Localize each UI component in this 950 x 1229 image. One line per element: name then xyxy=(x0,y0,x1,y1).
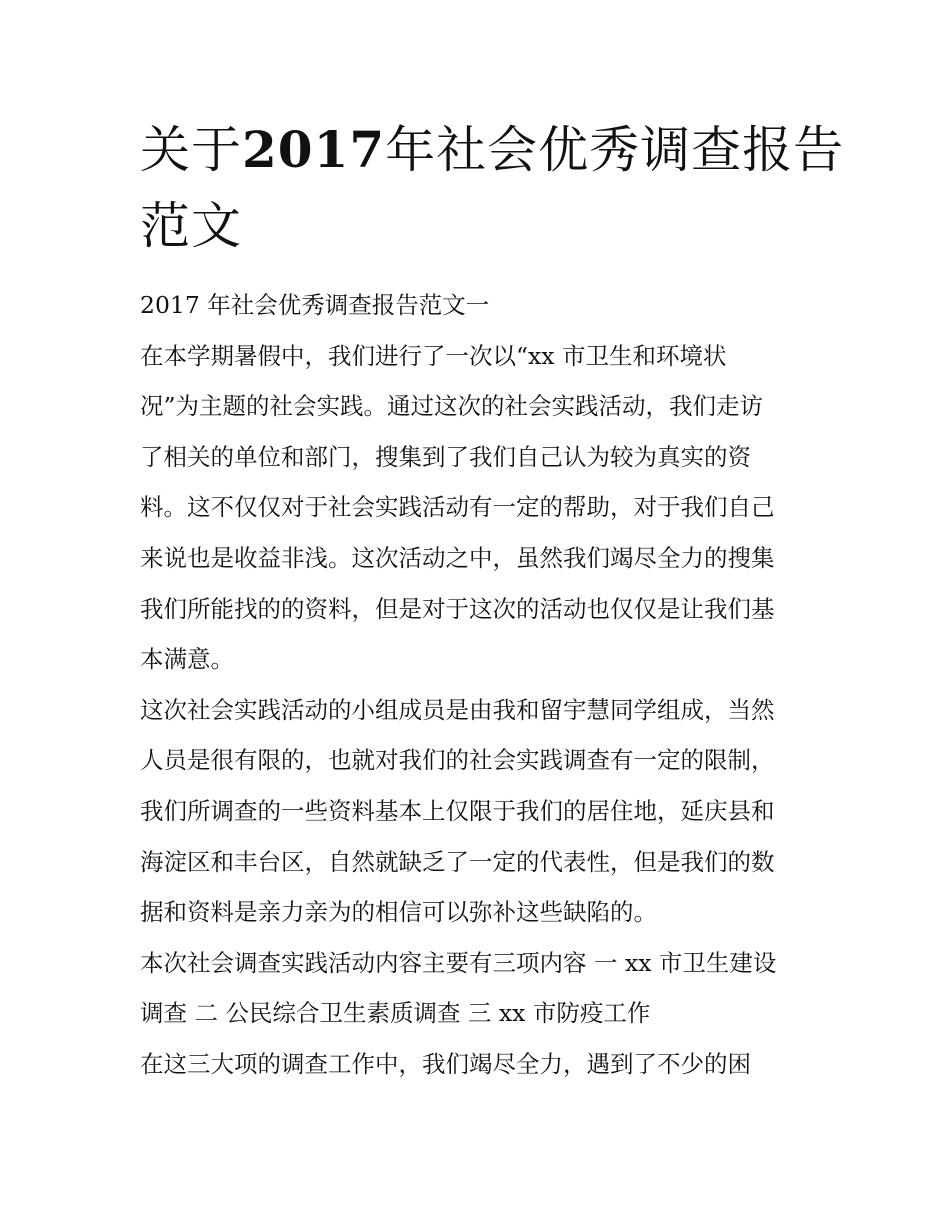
paragraph-line: 来说也是收益非浅。这次活动之中，虽然我们竭尽全力的搜集 xyxy=(140,543,775,572)
paragraph-line: 况”为主题的社会实践。通过这次的社会实践活动，我们走访 xyxy=(140,392,764,421)
paragraph-line: 我们所调查的一些资料基本上仅限于我们的居住地，延庆县和 xyxy=(140,796,775,825)
paragraph-line: 调查 二 公民综合卫生素质调查 三 xx 市防疫工作 xyxy=(140,999,651,1028)
title-year: 2017 xyxy=(242,120,386,179)
paragraph-line: 本次社会调查实践活动内容主要有三项内容 一 xx 市卫生建设 xyxy=(140,948,777,977)
title-text-part2: 年社会优秀调查报告 xyxy=(385,121,845,179)
title-line-2: 范文 xyxy=(140,197,242,255)
title-line-1 xyxy=(140,112,845,188)
paragraph-line: 在这三大项的调查工作中，我们竭尽全力，遇到了不少的困 xyxy=(140,1049,751,1078)
paragraph-line: 我们所能找的的资料，但是对于这次的活动也仅仅是让我们基 xyxy=(140,594,775,623)
document-body xyxy=(140,280,825,1090)
paragraph-line: 据和资料是亲力亲为的相信可以弥补这些缺陷的。 xyxy=(140,898,657,927)
paragraph-1 xyxy=(140,331,825,685)
paragraph-line: 这次社会实践活动的小组成员是由我和留宇慧同学组成，当然 xyxy=(140,695,775,724)
paragraph-line: 海淀区和丰台区，自然就缺乏了一定的代表性，但是我们的数 xyxy=(140,847,775,876)
paragraph-2 xyxy=(140,685,825,938)
document-title xyxy=(140,112,845,264)
paragraph-3 xyxy=(140,938,825,1039)
paragraph-line: 在本学期暑假中，我们进行了一次以“xx 市卫生和环境状 xyxy=(140,341,727,370)
subtitle xyxy=(140,280,825,331)
title-text-part1: 关于 xyxy=(140,121,242,179)
paragraph-4 xyxy=(140,1039,825,1090)
paragraph-line: 了相关的单位和部门，搜集到了我们自己认为较为真实的资 xyxy=(140,442,751,471)
subtitle-line: 2017 年社会优秀调查报告范文一 xyxy=(140,291,490,319)
paragraph-line: 料。这不仅仅对于社会实践活动有一定的帮助，对于我们自己 xyxy=(140,493,775,522)
paragraph-line: 人员是很有限的，也就对我们的社会实践调查有一定的限制， xyxy=(140,746,775,775)
paragraph-line: 本满意。 xyxy=(140,645,234,674)
